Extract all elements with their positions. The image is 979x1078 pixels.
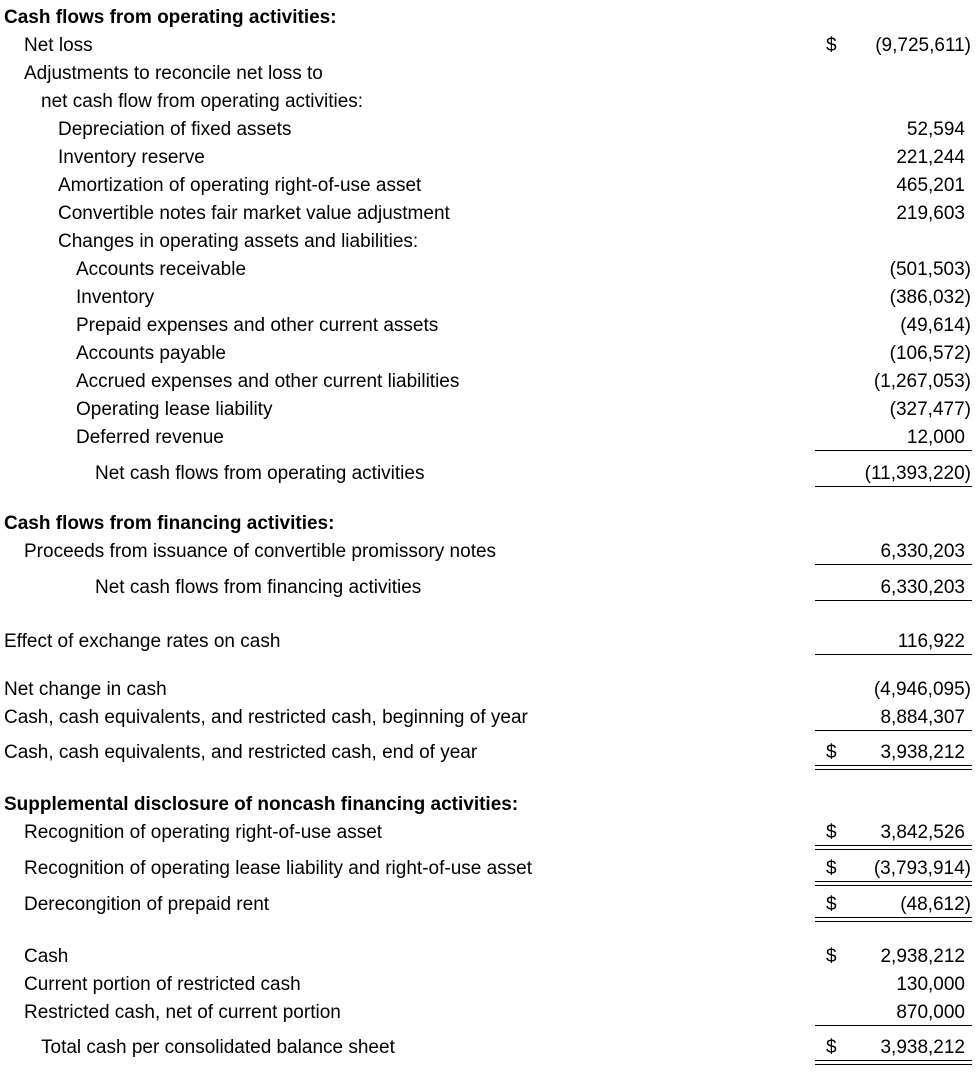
row-recognition-rou-asset [0, 819, 979, 847]
amount-value: (11,393,220) [864, 463, 971, 484]
row-label: Current portion of restricted cash [24, 974, 301, 995]
amount-value: 2,938,212 [880, 946, 965, 967]
row-label: Operating lease liability [76, 399, 273, 420]
amount-cell [815, 368, 972, 394]
amount-value [815, 510, 972, 536]
row-changes-heading [0, 228, 979, 256]
row-header-supplemental [0, 791, 979, 819]
row-label: Derecongition of prepaid rent [24, 894, 270, 915]
row-label: Deferred revenue [76, 427, 224, 448]
amount-value: 3,842,526 [880, 822, 965, 843]
row-label: Inventory reserve [58, 147, 205, 168]
amount-cell [815, 971, 972, 997]
amount-cell [815, 538, 972, 565]
amount-value: (501,503) [889, 259, 971, 280]
amount-value: (48,612) [900, 894, 971, 915]
amount-cell [815, 32, 972, 58]
row-label: Depreciation of fixed assets [58, 119, 292, 140]
amount-value: 116,922 [897, 631, 965, 652]
amount-value: (106,572) [889, 343, 971, 364]
amount-value [815, 791, 972, 817]
amount-cell [815, 228, 972, 254]
amount-value [815, 88, 972, 114]
amount-value: 221,244 [896, 147, 965, 168]
row-label: Cash, cash equivalents, and restricted cash, end of year [4, 742, 478, 763]
amount-cell [815, 88, 972, 114]
amount-cell [815, 574, 972, 601]
row-label: Proceeds from issuance of convertible promissory notes [24, 541, 497, 562]
row-label: Accounts receivable [76, 259, 247, 280]
row-deferred-revenue [0, 424, 979, 452]
row-label: Net cash flows from financing activities [95, 577, 422, 598]
row-net-cash-financing [0, 574, 979, 602]
row-accounts-receivable [0, 256, 979, 284]
row-label: Effect of exchange rates on cash [4, 631, 281, 652]
amount-value [815, 228, 972, 254]
dollar-sign: $ [826, 946, 837, 967]
row-prepaid-expenses [0, 312, 979, 340]
row-label: Cash, cash equivalents, and restricted cash, beginning of year [4, 707, 528, 728]
amount-cell [815, 510, 972, 536]
row-label: Recognition of operating right-of-use asset [24, 822, 383, 843]
amount-cell [815, 628, 972, 655]
amount-cell [815, 704, 972, 731]
amount-cell [815, 460, 972, 487]
amount-cell [815, 284, 972, 310]
row-label: Prepaid expenses and other current assets [76, 315, 439, 336]
amount-value: 3,938,212 [880, 1037, 965, 1058]
amount-value: 219,603 [896, 203, 965, 224]
row-label: Cash [24, 946, 69, 967]
dollar-sign: $ [826, 742, 837, 763]
row-label: Changes in operating assets and liabilities: [58, 231, 419, 252]
row-effect-exchange-rates [0, 628, 979, 656]
row-accounts-payable [0, 340, 979, 368]
amount-cell [815, 312, 972, 338]
amount-value: 12,000 [906, 427, 965, 448]
row-proceeds-convertible-notes [0, 538, 979, 566]
row-label: Supplemental disclosure of noncash financing activities: [4, 794, 519, 815]
dollar-sign: $ [826, 1037, 837, 1058]
row-total-cash-balance-sheet [0, 1034, 979, 1062]
amount-cell [815, 4, 972, 30]
amount-cell [815, 1034, 972, 1061]
dollar-sign: $ [826, 894, 837, 915]
row-label: Cash flows from operating activities: [4, 7, 337, 28]
amount-value: (327,477) [889, 399, 971, 420]
amount-cell [815, 60, 972, 86]
row-adjustments-line2 [0, 88, 979, 116]
amount-cell [815, 172, 972, 198]
row-accrued-expenses [0, 368, 979, 396]
amount-value: (49,614) [900, 315, 971, 336]
amount-value: 52,594 [906, 119, 965, 140]
amount-cell [815, 676, 972, 702]
row-label: Inventory [76, 287, 155, 308]
row-net-change-in-cash [0, 676, 979, 704]
row-label: Accrued expenses and other current liabilities [76, 371, 460, 392]
amount-cell [815, 116, 972, 142]
amount-value: (4,946,095) [873, 679, 971, 700]
amount-cell [815, 396, 972, 422]
amount-cell [815, 256, 972, 282]
row-inventory [0, 284, 979, 312]
row-adjustments-line1 [0, 60, 979, 88]
row-current-portion-restricted-cash [0, 971, 979, 999]
row-label: Convertible notes fair market value adjustment [58, 203, 450, 224]
amount-cell [815, 855, 972, 882]
amount-value: 8,884,307 [880, 707, 965, 728]
row-net-cash-operating [0, 460, 979, 488]
amount-cell [815, 340, 972, 366]
row-label: Cash flows from financing activities: [4, 513, 335, 534]
dollar-sign: $ [826, 858, 837, 879]
row-label: net cash flow from operating activities: [41, 91, 364, 112]
amount-value [815, 60, 972, 86]
amount-cell [815, 891, 972, 918]
row-label: Accounts payable [76, 343, 226, 364]
row-cash-beginning-of-year [0, 704, 979, 732]
row-label: Net cash flows from operating activities [95, 463, 425, 484]
row-inventory-reserve [0, 144, 979, 172]
amount-cell [815, 424, 972, 451]
row-cash-end-of-year [0, 739, 979, 767]
row-convertible-notes-adj [0, 200, 979, 228]
row-label: Recognition of operating lease liability and right-of-use asset [24, 858, 533, 879]
row-derecognition-prepaid-rent [0, 891, 979, 919]
amount-value: (386,032) [889, 287, 971, 308]
row-label: Restricted cash, net of current portion [24, 1002, 341, 1023]
amount-value: 6,330,203 [880, 577, 965, 598]
row-net-loss [0, 32, 979, 60]
amount-cell [815, 739, 972, 766]
row-header-operating [0, 4, 979, 32]
amount-value: (1,267,053) [873, 371, 971, 392]
row-label: Net loss [24, 35, 93, 56]
row-label: Total cash per consolidated balance sheet [41, 1037, 395, 1058]
amount-value: 3,938,212 [880, 742, 965, 763]
row-depreciation [0, 116, 979, 144]
amount-cell [815, 200, 972, 226]
amount-value: 6,330,203 [880, 541, 965, 562]
dollar-sign: $ [826, 822, 837, 843]
amount-value: 465,201 [896, 175, 965, 196]
row-label: Amortization of operating right-of-use asset [58, 175, 422, 196]
row-label: Adjustments to reconcile net loss to [24, 63, 323, 84]
amount-value: 130,000 [896, 974, 965, 995]
row-operating-lease-liability [0, 396, 979, 424]
amount-cell [815, 144, 972, 170]
amount-value: (9,725,611) [875, 35, 971, 56]
row-amortization-rou [0, 172, 979, 200]
row-cash [0, 943, 979, 971]
amount-cell [815, 999, 972, 1026]
row-restricted-cash-net [0, 999, 979, 1027]
amount-value [815, 4, 972, 30]
row-recognition-lease-liability [0, 855, 979, 883]
amount-cell [815, 943, 972, 969]
amount-value: 870,000 [896, 1002, 965, 1023]
amount-cell [815, 791, 972, 817]
row-header-financing [0, 510, 979, 538]
amount-value: (3,793,914) [873, 858, 971, 879]
amount-cell [815, 819, 972, 846]
row-label: Net change in cash [4, 679, 167, 700]
dollar-sign: $ [826, 35, 837, 56]
